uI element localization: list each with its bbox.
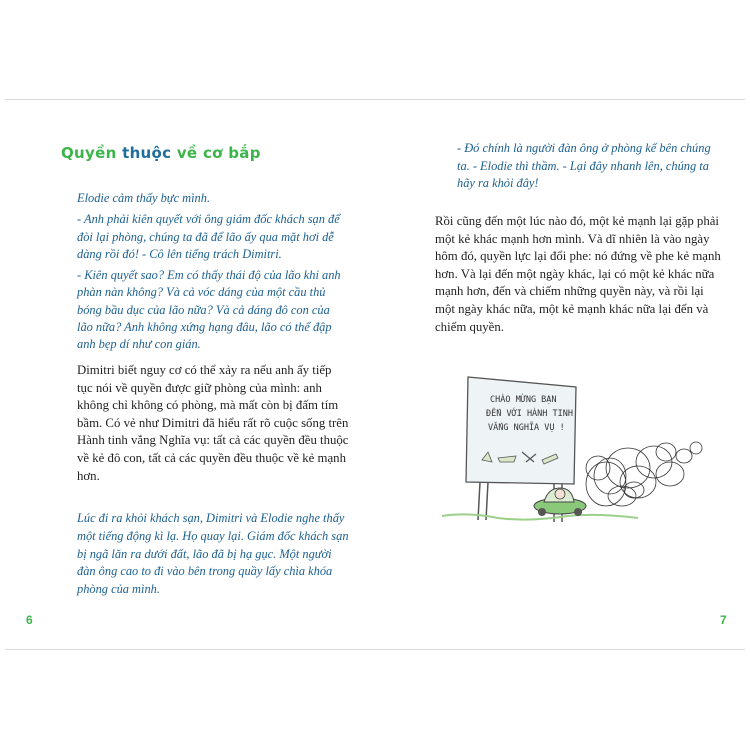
narrative-paragraph: Dimitri biết nguy cơ có thể xảy ra nếu anh ấy tiếp tục nói về quyền được giữ phòng của mình: anh không chỉ không có phòng, mà mất còn bị đấm tím bầm. Có vẻ như Dimitri đã hiểu rất rõ cuộc sống trên Hành tinh vắng Nghĩa vụ: tất cả các quyền đều thuộc về kẻ đô con, tất cả các quyền đều thuộc về kẻ mạnh hơn.	[77, 363, 349, 483]
title-word-4: cơ bắp	[202, 144, 261, 162]
right-dialogue: - Đó chính là người đàn ông ở phòng kế bên chúng ta. - Elodie thì thầm. - Lại đây nhanh lên, chúng ta hãy ra khỏi đây!	[457, 141, 711, 191]
title-word-1: Quyền	[61, 144, 117, 162]
sign-line-1: CHÀO MỪNG BẠN	[490, 395, 557, 405]
book-spread	[5, 99, 745, 650]
page-number-right: 7	[720, 613, 727, 627]
right-narrative: Rồi cũng đến một lúc nào đó, một kẻ mạnh lại gặp phải một kẻ khác mạnh hơn mình. Và dĩ nhiên là vào ngày hôm đó, quyền lực lại đổi phe: nó đứng về phe kẻ mạnh hơn. Và lại đến một ngày khác, lại có một kẻ khác nữa mạnh hơn, đến và chiếm những quyền này, và rồi lại một ngày khác nữa, một kẻ mạnh khác nữa lại đến và chiếm quyền.	[435, 214, 721, 334]
right-page	[375, 100, 745, 649]
page-number-left: 6	[26, 613, 33, 627]
billboard-illustration	[438, 372, 708, 527]
sign-line-3: VẮNG NGHĨA VỤ !	[488, 423, 565, 433]
title-word-2: thuộc	[122, 144, 172, 162]
dialogue-block	[77, 190, 347, 360]
chapter-title	[61, 144, 261, 162]
closing-italic-paragraph: Lúc đi ra khỏi khách sạn, Dimitri và Elodie nghe thấy một tiếng động kì lạ. Họ quay lại. Giám đốc khách sạn bị ngã lăn ra dưới đất, lão đã bị hạ gục. Một người đàn ông cao to đi vào bên trong quầy lấy chìa khóa phòng của mình.	[77, 511, 349, 597]
illustration	[438, 372, 708, 527]
dialogue-line-2: - Anh phải kiên quyết với ông giám đốc khách sạn để đòi lại phòng, chúng ta đã để lão ấy qua mặt hơi dễ dàng rồi đó! - Cô lên tiếng trách Dimitri.	[77, 212, 340, 261]
title-word-3: về	[176, 144, 198, 162]
left-page	[5, 100, 375, 649]
dialogue-line-3: - Kiên quyết sao? Em có thấy thái độ của lão khi anh phàn nàn không? Và cả vóc dáng của một cầu thủ bóng bầu dục của lão nữa? Và cả dáng đô con của lão nữa? Anh không xứng hạng đâu, lão có thể đập anh bẹp dí như con gián.	[77, 268, 341, 352]
dialogue-line-1: Elodie cảm thấy bực mình.	[77, 191, 211, 205]
sign-line-2: ĐẾN VỚI HÀNH TINH	[486, 409, 573, 419]
